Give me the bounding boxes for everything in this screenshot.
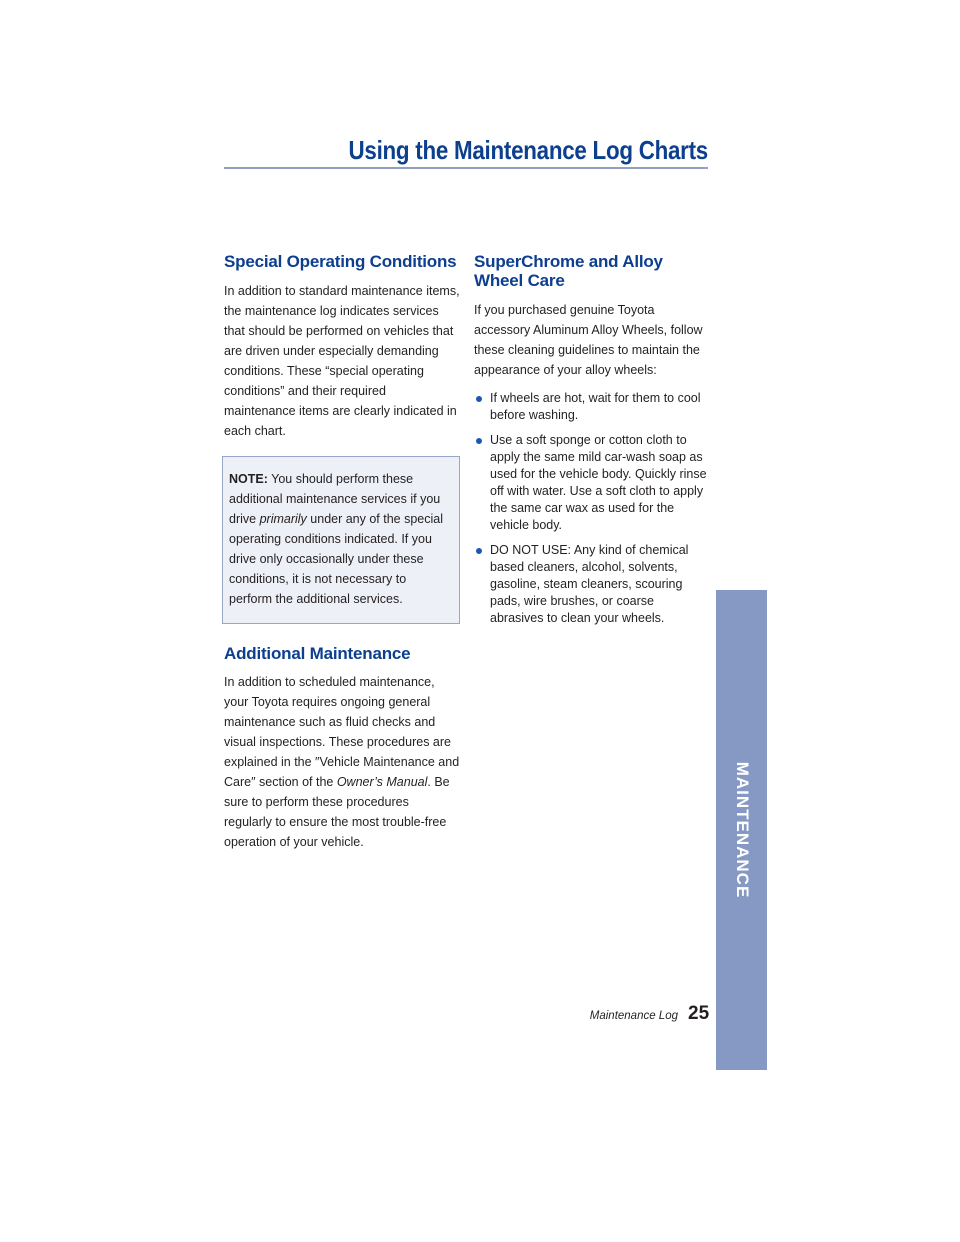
special-conditions-text: In addition to standard maintenance items, the maintenance log indicates services that should be performed on vehicles that are driven under especially demanding conditions. These “special operating conditions” and their required maintenance items are clearly indicated in each chart. [224,284,460,438]
list-item-text: Use a soft sponge or cotton cloth to apply the same mild car-wash soap as used for the vehicle body. Quickly rinse off with water. Use a soft cloth to apply the same car wax as used for the vehicle body. [490,433,707,532]
note-text-after: under any of the special operating conditions indicated. If you drive only occasionally under these conditions, it is not necessary to perform the additional services. [229,512,444,606]
note-paragraph [229,469,451,609]
note-label: NOTE: [229,472,268,486]
list-item [474,432,710,534]
additional-text-before: In addition to scheduled maintenance, your Toyota requires ongoing general maintenance such as fluid checks and visual inspections. These procedures are explained in the ″Vehicle Maintenance and Care″ section of the [224,675,460,789]
side-tab-label [716,590,767,1070]
additional-maintenance-text [224,672,460,852]
page-title: Using the Maintenance Log Charts [348,135,708,165]
additional-text-after: . Be sure to perform these procedures regularly to ensure the most trouble-free operation of your vehicle. [224,775,450,849]
bullet-icon [476,548,482,554]
wheel-care-list [474,390,710,627]
wheel-care-heading: SuperChrome and Alloy Wheel Care [474,252,663,290]
side-tab-text: MAINTENANCE [732,761,752,899]
left-column [224,252,460,852]
list-item-text: If wheels are hot, wait for them to cool before washing. [490,391,701,422]
bullet-icon [476,438,482,444]
note-emphasis: primarily [259,512,307,526]
title-divider [224,167,708,169]
note-text-before: You should perform these additional maintenance services if you drive [229,472,441,526]
bullet-icon [476,396,482,402]
list-item-text: DO NOT USE: Any kind of chemical based cleaners, alcohol, solvents, gasoline, steam cleaners, scouring pads, wire brushes, or coarse abrasives to clean your wheels. [490,543,689,625]
list-item [474,390,710,424]
page-number: 25 [688,1003,710,1024]
wheel-care-intro: If you purchased genuine Toyota accessory Aluminum Alloy Wheels, follow these cleaning guidelines to maintain the appearance of your alloy wheels: [474,303,703,377]
footer-section-label: Maintenance Log [589,1010,678,1022]
owners-manual-title: Owner’s Manual [336,775,428,789]
special-conditions-heading: Special Operating Conditions [224,252,457,271]
additional-maintenance-heading: Additional Maintenance [224,644,411,663]
list-item [474,542,710,627]
note-box [222,456,460,624]
right-column [474,252,710,635]
